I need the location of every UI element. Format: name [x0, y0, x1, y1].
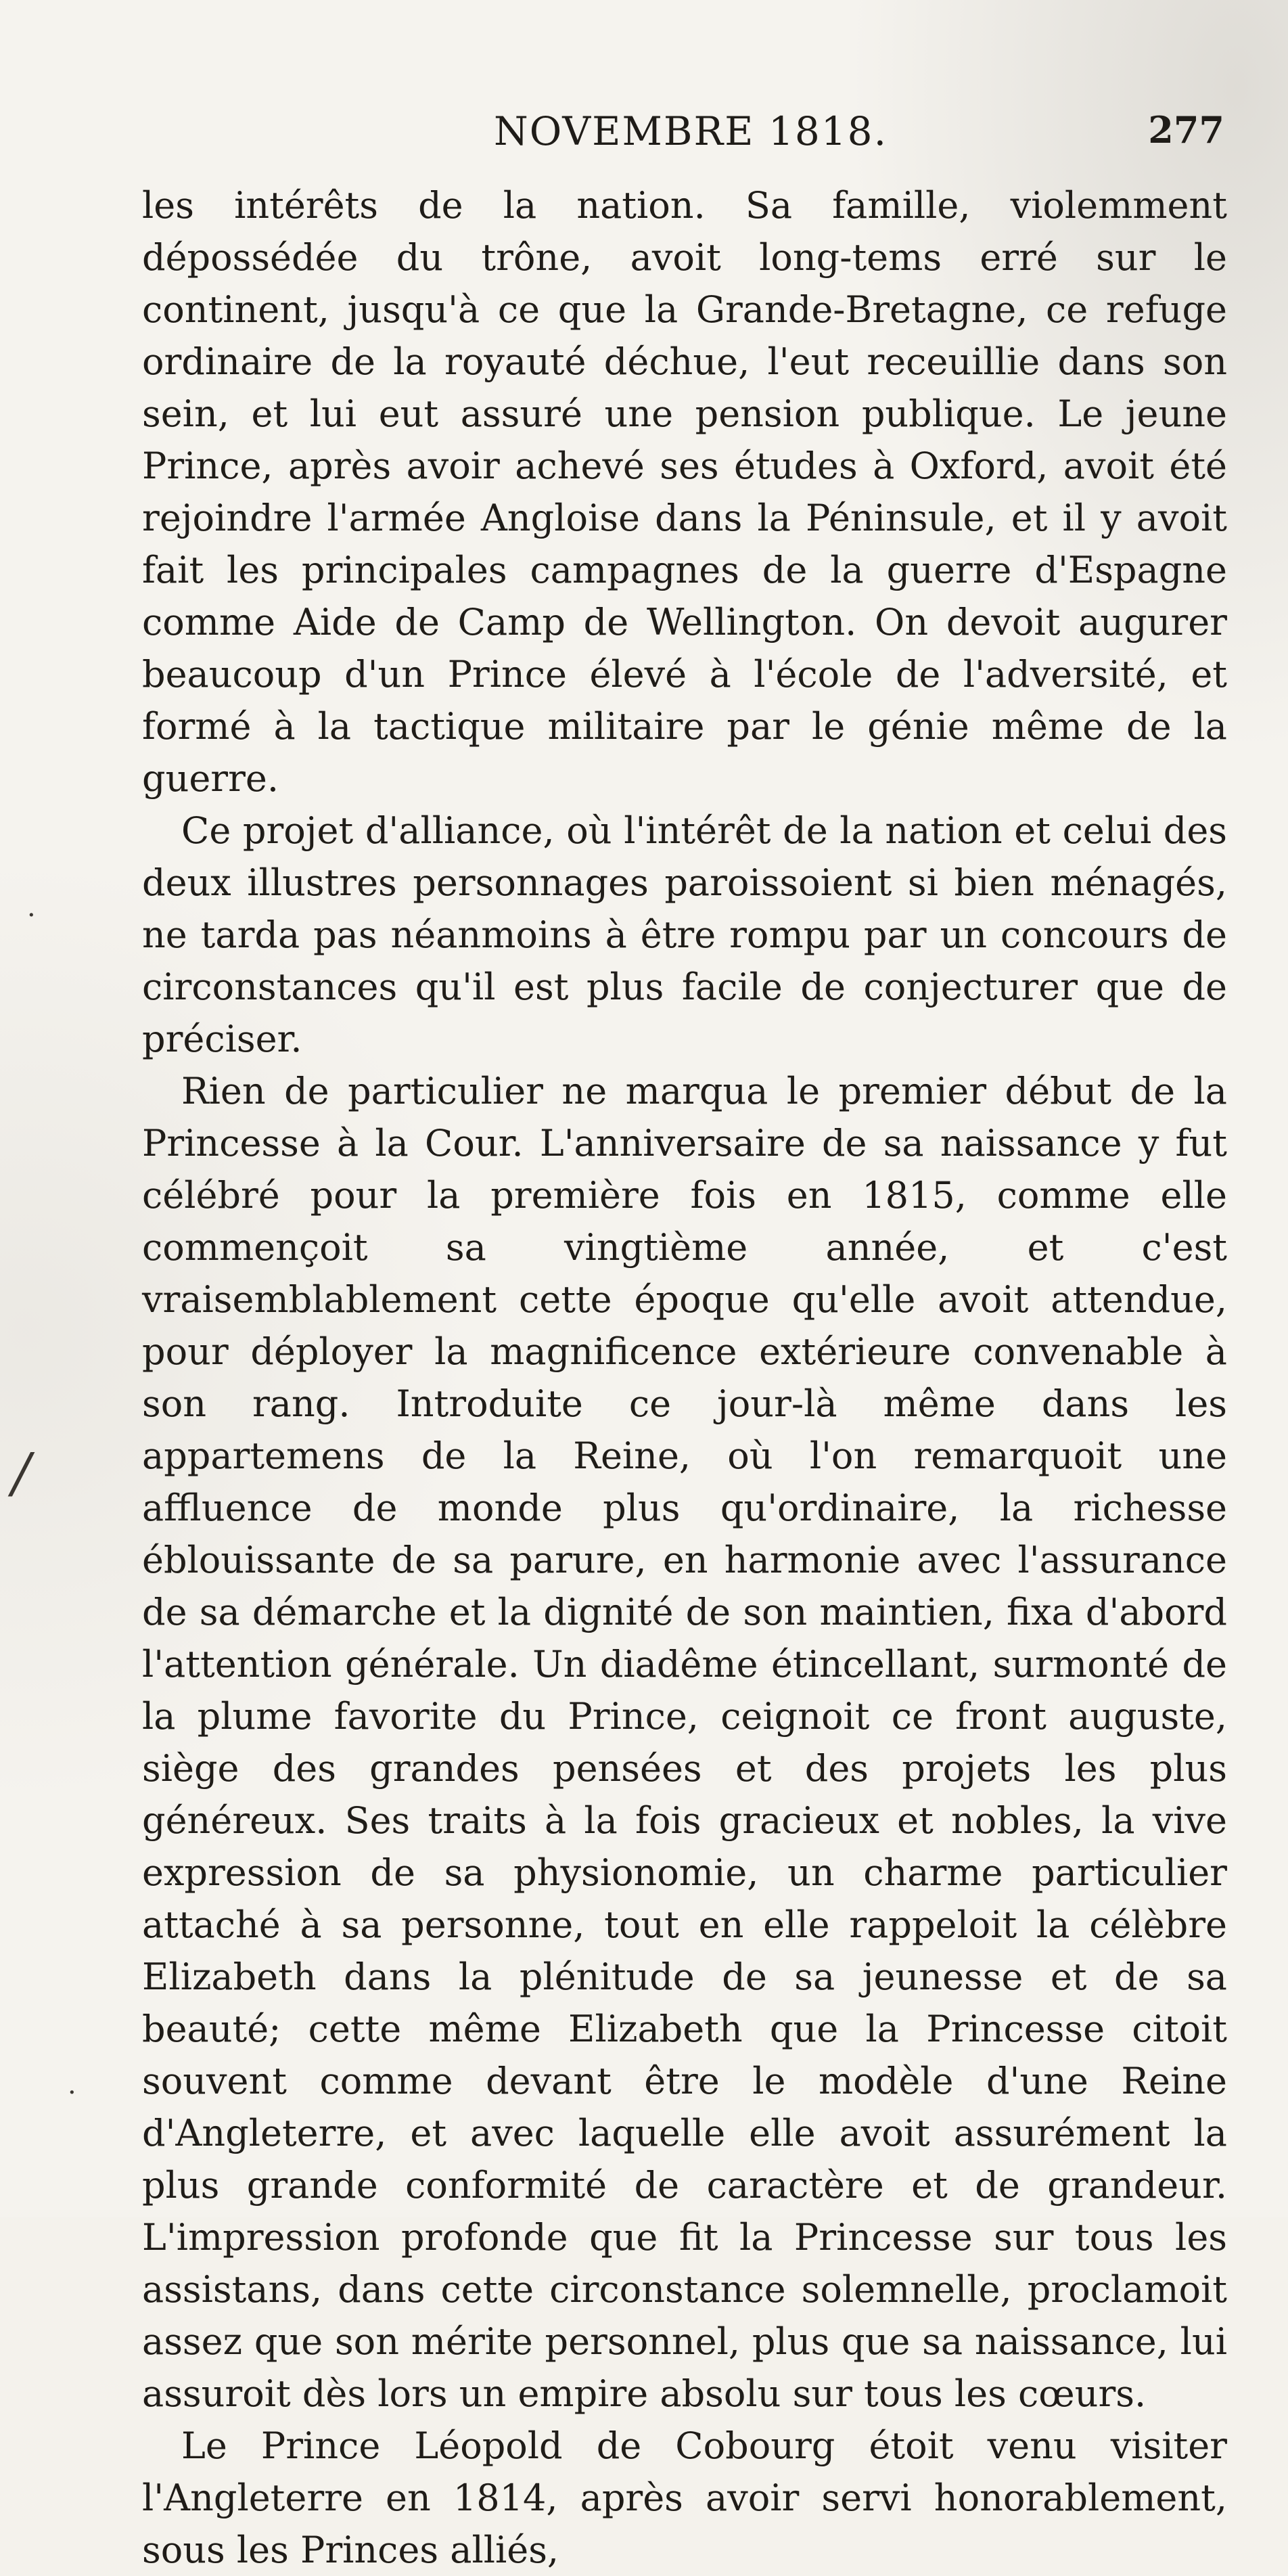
page-number: 277	[1148, 108, 1224, 152]
paragraph-princess-debut: Rien de particulier ne marqua le premier début de la Princesse à la Cour. L'anniversaire de sa naissance y fut célébré pour la première fois en 1815, comme elle commençoit sa vingtième année, et c'est vraisemblablement cette époque qu'elle avoit attendue, pour déployer la magnificence extérieure convenable à son rang. Introduite ce jour-là même dans les appartemens de la Reine, où l'on remarquoit une affluence de monde plus qu'ordinaire, la richesse éblouissante de sa parure, en harmonie avec l'assurance de sa démarche et la dignité de son maintien, fixa d'abord l'attention générale. Un diadême étincellant, surmonté de la plume favorite du Prince, ceignoit ce front auguste, siège des grandes pensées et des projets les plus généreux. Ses traits à la fois gracieux et nobles, la vive expression de sa physionomie, un charme particulier attaché à sa personne, tout en elle rappeloit la célèbre Elizabeth dans la plénitude de sa jeunesse et de sa beauté; cette même Elizabeth que la Princesse citoit souvent comme devant être le modèle d'une Reine d'Angleterre, et avec laquelle elle avoit assurément la plus grande conformité de caractère et de grandeur. L'impression profonde que fit la Princesse sur tous les assistans, dans cette circonstance solemnelle, proclamoit assez que son mérite personnel, plus que sa naissance, lui assuroit dès lors un empire absolu sur tous les cœurs.	[142, 1070, 1227, 2415]
margin-smudge-icon: ·	[27, 900, 36, 931]
body-text	[142, 179, 1227, 2576]
paragraph-prince-leopold: Le Prince Léopold de Cobourg étoit venu visiter l'Angleterre en 1814, après avoir servi honorablement, sous les Princes alliés,	[142, 2424, 1227, 2571]
margin-dot-icon: ·	[68, 2077, 76, 2108]
running-title: NOVEMBRE 1818.	[494, 108, 888, 154]
margin-stroke-icon: /	[12, 1441, 30, 1504]
paragraph-continuation: les intérêts de la nation. Sa famille, violemment dépossédée du trône, avoit long-tems erré sur le continent, jusqu'à ce que la Grande-Bretagne, ce refuge ordinaire de la royauté déchue, l'eut receuillie dans son sein, et lui eut assuré une pension publique. Le jeune Prince, après avoir achevé ses études à Oxford, avoit été rejoindre l'armée Angloise dans la Péninsule, et il y avoit fait les principales campagnes de la guerre d'Espagne comme Aide de Camp de Wellington. On devoit augurer beaucoup d'un Prince élevé à l'école de l'adversité, et formé à la tactique militaire par le génie même de la guerre.	[142, 184, 1227, 800]
page-header	[142, 108, 1224, 162]
paragraph-alliance: Ce projet d'alliance, où l'intérêt de la nation et celui des deux illustres personnages paroissoient si bien ménagés, ne tarda pas néanmoins à être rompu par un concours de circonstances qu'il est plus facile de conjecturer que de préciser.	[142, 809, 1227, 1060]
